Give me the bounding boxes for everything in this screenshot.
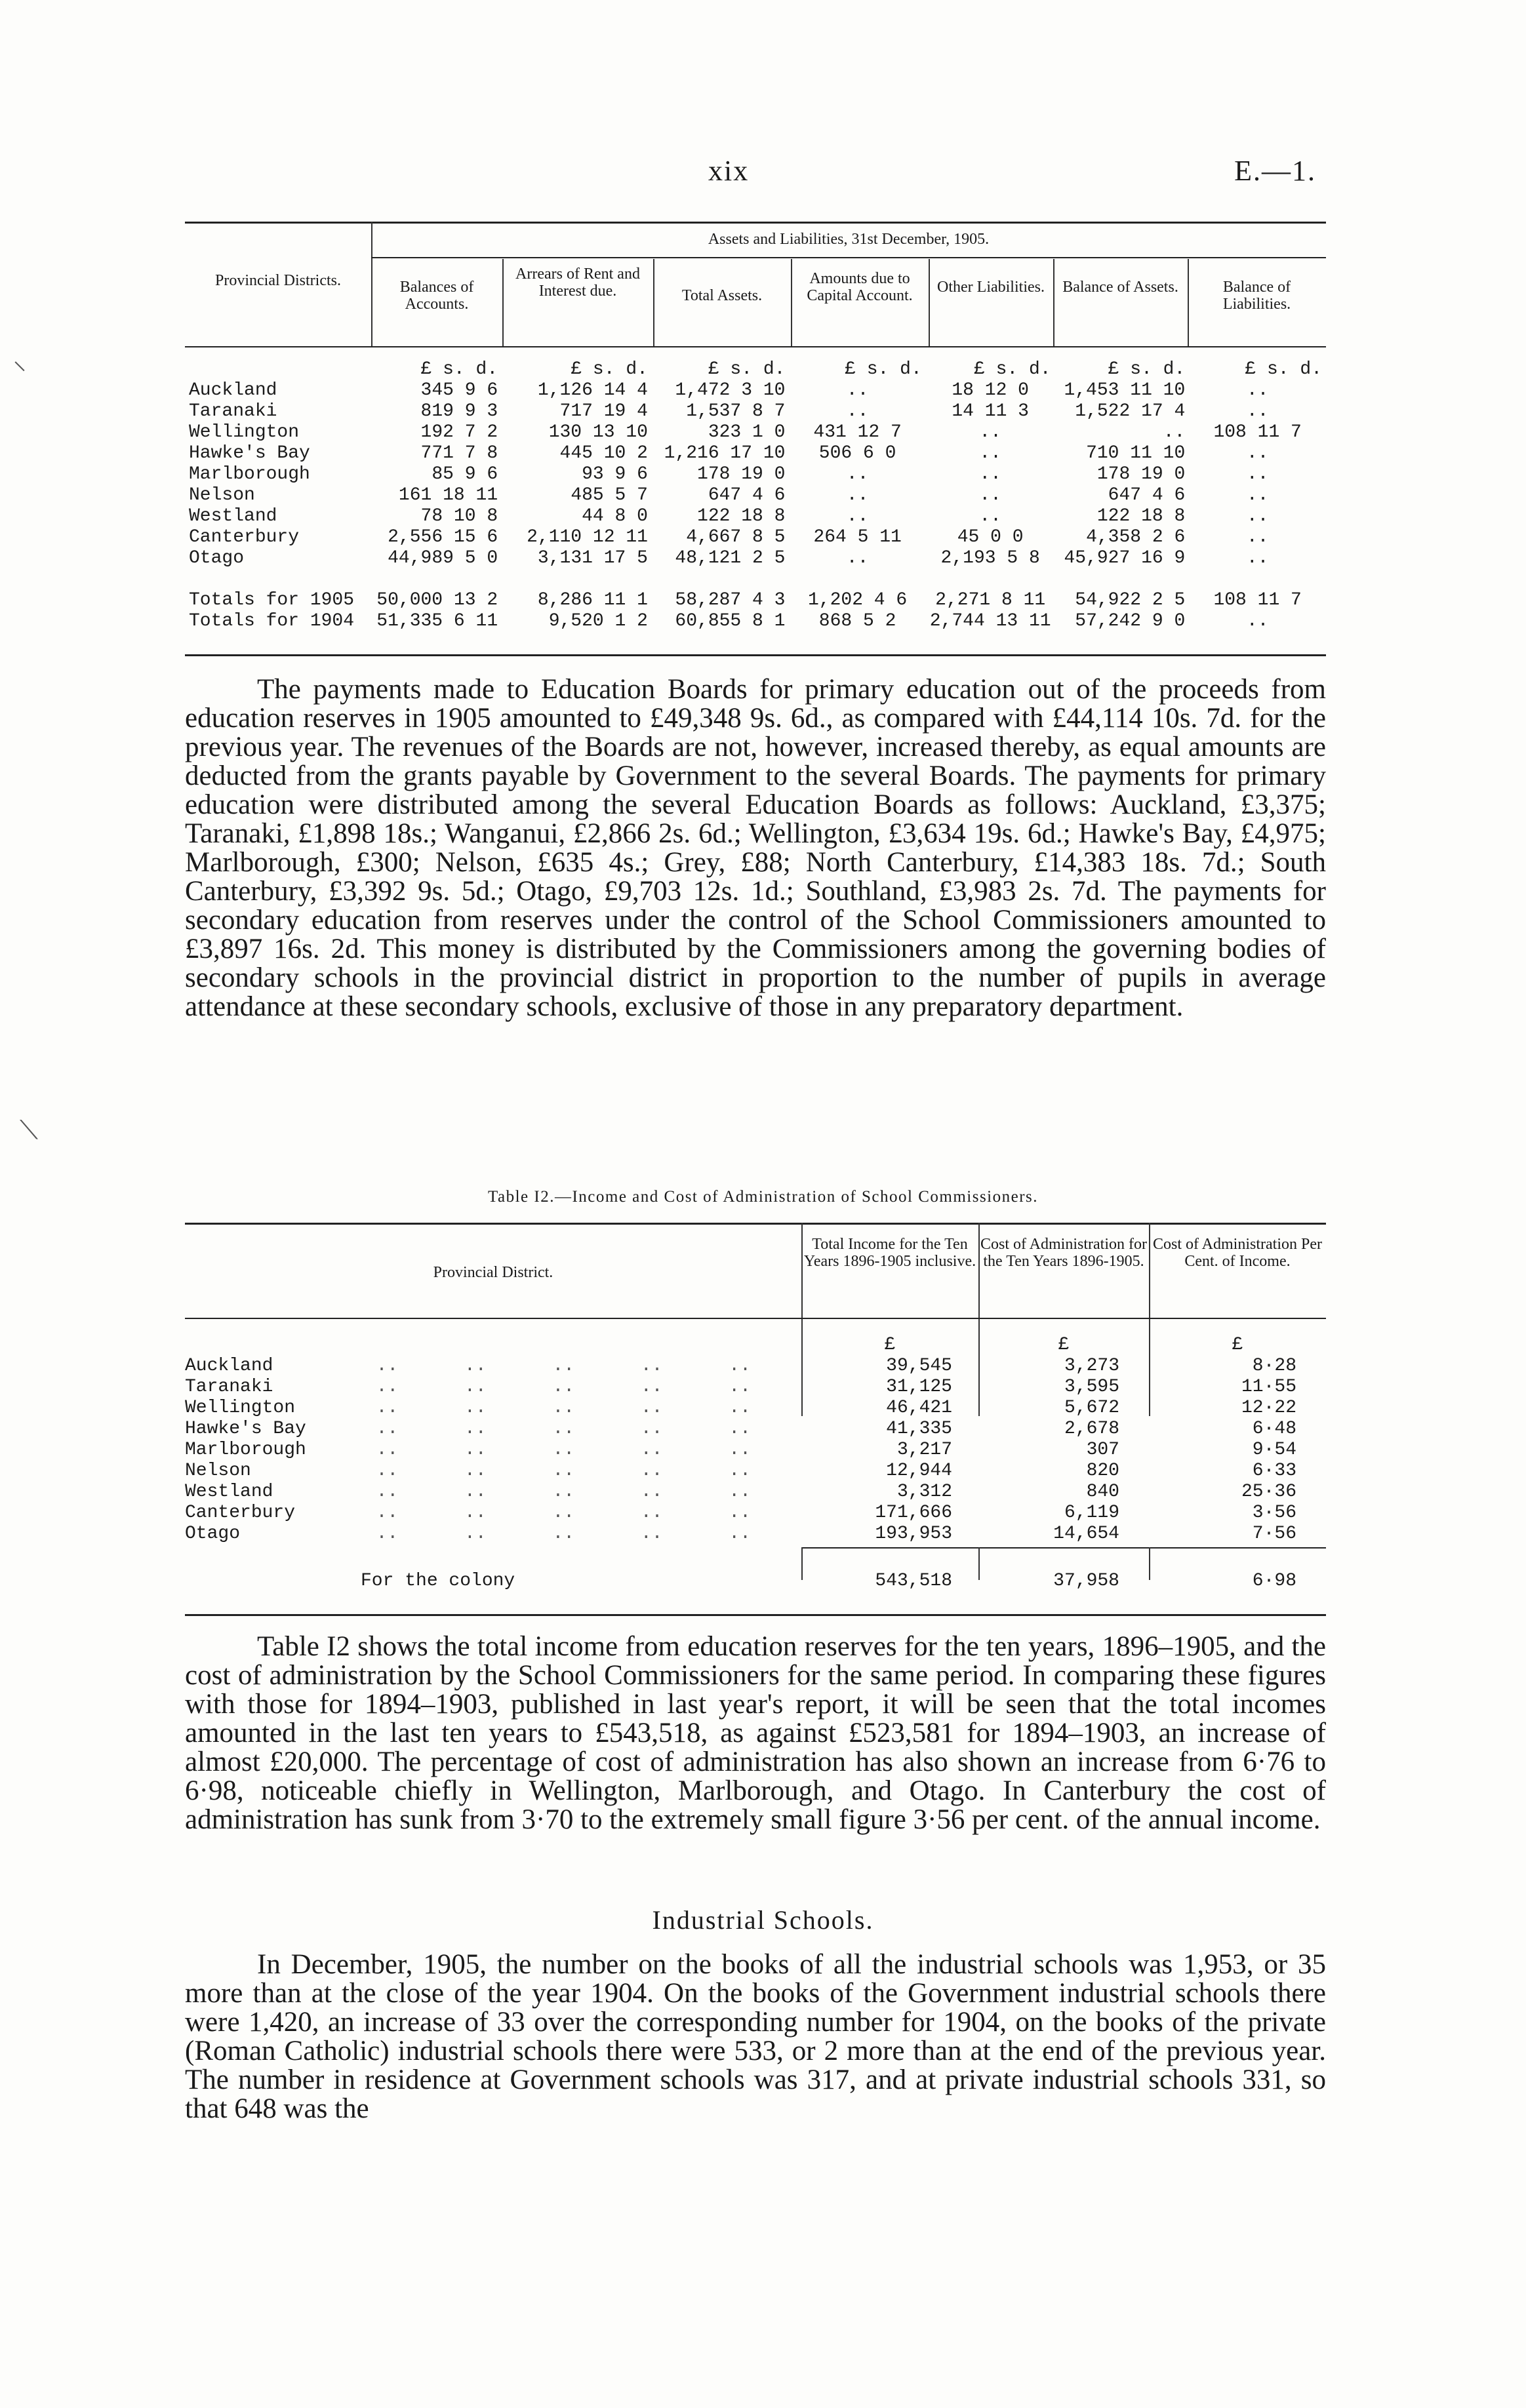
table1-value-cell: 1,472 3 10	[675, 380, 786, 401]
table2-district-cell: Taranaki	[185, 1377, 273, 1397]
table2-percent-cell: 11·55	[1241, 1377, 1296, 1397]
table1-value-cell: 8,286 11 1	[537, 590, 648, 610]
table1-value-cell: ..	[1246, 485, 1269, 505]
table1-district-cell: Taranaki	[189, 401, 277, 422]
paragraph-education-boards	[185, 675, 1326, 1021]
table1-row-hawke-s-bay	[185, 443, 1326, 464]
table1-value-cell: 78 10 8	[420, 506, 498, 526]
table1-value-cell: 445 10 2	[559, 443, 648, 464]
table2-leader-dots: .. .. .. .. ..	[354, 1482, 751, 1502]
table1-value-cell: 50,000 13 2	[376, 590, 498, 610]
table1-row-wellington	[185, 422, 1326, 443]
table2-district-cell: Hawke's Bay	[185, 1419, 306, 1439]
table1-value-cell: 1,537 8 7	[686, 401, 786, 422]
table1-col-balance-liabilities: Balance of Liabilities.	[1222, 279, 1291, 313]
table1-district-cell: Totals for 1905	[189, 590, 355, 610]
table1-value-cell: 1,216 17 10	[664, 443, 786, 464]
table1-value-cell: 48,121 2 5	[675, 548, 786, 568]
table1-value-cell: ..	[979, 443, 1001, 464]
table1-value-cell: 122 18 8	[697, 506, 786, 526]
table1-value-cell: 192 7 2	[420, 422, 498, 443]
table1-value-cell: 710 11 10	[1086, 443, 1186, 464]
table1-district-cell: Canterbury	[189, 527, 300, 547]
paragraph-industrial-schools	[185, 1950, 1326, 2123]
table1-district-cell: Otago	[189, 548, 245, 568]
table1-body	[185, 359, 1326, 632]
table1-col-total-assets: Total Assets.	[681, 287, 763, 304]
table1-row-total-1	[185, 611, 1326, 632]
table1-value-cell: 85 9 6	[432, 464, 498, 484]
table2-percent-cell: 3·56	[1252, 1503, 1296, 1523]
table2-district-cell: Canterbury	[185, 1503, 296, 1523]
table1-value-cell: 345 9 6	[420, 380, 498, 401]
table1-value-cell: 60,855 8 1	[675, 611, 786, 631]
table2-caption: Table I2.—Income and Cost of Administration of School Commissioners.	[487, 1188, 1039, 1206]
table2-unit-percent: £	[1232, 1335, 1243, 1355]
margin-mark: ⸜	[13, 345, 26, 375]
table1-value-cell: ..	[846, 401, 869, 422]
table1-row-canterbury	[185, 527, 1326, 548]
table1-district-cell: Wellington	[189, 422, 300, 443]
table1-unit-cell: £ s. d.	[420, 359, 498, 380]
table1-col-arrears: Arrears of Rent and Interest due.	[515, 266, 640, 300]
table1-value-cell: ..	[979, 506, 1001, 526]
table2-col-cost: Cost of Administration for the Ten Years 1896-1905.	[980, 1236, 1147, 1270]
table2-percent-cell: 12·22	[1241, 1398, 1296, 1418]
table1-value-cell: 647 4 6	[708, 485, 786, 505]
table1-value-cell: ..	[979, 464, 1001, 484]
table1-value-cell: 3,131 17 5	[537, 548, 648, 568]
table2-cost-cell: 6,119	[1064, 1503, 1119, 1523]
table2-income-cell: 193,953	[875, 1524, 952, 1544]
table1-value-cell: ..	[1246, 611, 1269, 631]
table1-value-cell: 264 5 11	[813, 527, 902, 547]
table2-cost-cell: 2,678	[1064, 1419, 1119, 1439]
table1-value-cell: 323 1 0	[708, 422, 786, 443]
paragraph1-text: The payments made to Education Boards for primary education out of the proceeds from education reserves in 1905 amounted to £49,348 9s. 6d., as compared with £44,114 10s. 7d. for the previous year. The revenues of the Boards are not, however, increased thereby, as equal amounts are deducted from the grants payable by Government to the several Boards. The payments for primary education were distributed among the several Education Boards as follows: Auckland, £3,375; Taranaki, £1,898 18s.; Wanganui, £2,866 2s. 6d.; Wellington, £3,634 19s. 6d.; Hawke's Bay, £4,975; Marlborough, £300; Nelson, £635 4s.; Grey, £88; North Canterbury, £14,383 18s. 7d.; South Canterbury, £3,392 9s. 5d.; Otago, £9,703 12s. 1d.; Southland, £3,983 2s. 7d. The payments for secondary education from reserves under the control of the School Commissioners amounted to £3,897 16s. 2d. This money is distributed by the Commissioners among the governing bodies of secondary schools in the provincial district in proportion to the number of pupils in average attendance at these secondary schools, exclusive of those in any preparatory department.	[185, 674, 1326, 1022]
table1-value-cell: ..	[846, 380, 869, 401]
table1-value-cell: 4,358 2 6	[1086, 527, 1186, 547]
table1-value-cell: 647 4 6	[1108, 485, 1186, 505]
table2-col-district: Provincial District.	[433, 1264, 553, 1281]
table2-leader-dots: .. .. .. .. ..	[354, 1398, 751, 1418]
table2-leader-dots: .. .. .. .. ..	[354, 1524, 751, 1544]
table2-income-cell: 171,666	[875, 1503, 952, 1523]
table1-district-cell: Auckland	[189, 380, 277, 401]
table2-cost-cell: 3,273	[1064, 1356, 1119, 1376]
table1-unit-cell: £ s. d.	[1245, 359, 1322, 380]
table2-cost-cell: 840	[1086, 1482, 1119, 1502]
table1-value-cell: ..	[846, 485, 869, 505]
table2-district-cell: Westland	[185, 1482, 273, 1502]
table1-col-balances: Balances of Accounts.	[399, 279, 474, 313]
table1-row-otago	[185, 548, 1326, 569]
paragraph3-text: In December, 1905, the number on the books of all the industrial schools was 1,953, or 35 more than at the close of the year 1904. On the books of the Government industrial schools there were 1,420, an increase of 33 over the corresponding number for 1904, on the books of the private (Roman Catholic) industrial schools there were 533, or 2 more than at the end of the previous year. The number in residence at Government schools was 317, and at private industrial schools 331, so that 648 was the	[185, 1949, 1326, 2124]
table1-value-cell: ..	[1246, 506, 1269, 526]
table2-district-cell: Auckland	[185, 1356, 273, 1376]
table2-district-cell: Otago	[185, 1524, 241, 1544]
table1-value-cell: 51,335 6 11	[376, 611, 498, 631]
table2-cost-cell: 3,595	[1064, 1377, 1119, 1397]
table1-district-cell: Totals for 1904	[189, 611, 355, 631]
table2-cost-cell: 14,654	[1053, 1524, 1119, 1544]
table1-unit-cell: £ s. d.	[1108, 359, 1186, 380]
table1-col-balance-assets: Balance of Assets.	[1062, 279, 1178, 296]
table1-value-cell: 44,989 5 0	[388, 548, 498, 568]
table2-percent-cell: 7·56	[1252, 1524, 1296, 1544]
table1-value-cell: 771 7 8	[420, 443, 498, 464]
table1-value-cell: ..	[846, 506, 869, 526]
table1-value-cell: ..	[1246, 443, 1269, 464]
table1-value-cell: ..	[1246, 548, 1269, 568]
table1-value-cell: ..	[1246, 401, 1269, 422]
table1-value-cell: 2,193 5 8	[940, 548, 1040, 568]
table1-district-cell: Hawke's Bay	[189, 443, 310, 464]
table1-value-cell: 14 11 3	[952, 401, 1029, 422]
margin-mark: ⟍	[20, 1115, 38, 1145]
table2-total-percent: 6·98	[1252, 1571, 1296, 1591]
table1-value-cell: ..	[979, 422, 1001, 443]
table2-leader-dots: .. .. .. .. ..	[354, 1461, 751, 1481]
table2-percent-cell: 9·54	[1252, 1440, 1296, 1460]
table2-income-cell: 3,312	[896, 1482, 952, 1502]
table1-row-total-0	[185, 590, 1326, 611]
table1-spacer	[185, 569, 1326, 590]
table2-percent-cell: 6·33	[1252, 1461, 1296, 1481]
table2-leader-dots: .. .. .. .. ..	[354, 1356, 751, 1376]
table1-value-cell: ..	[1246, 464, 1269, 484]
table1-row-nelson	[185, 485, 1326, 506]
table1-unit-cell: £ s. d.	[708, 359, 786, 380]
table2-cost-cell: 5,672	[1064, 1398, 1119, 1418]
table1-value-cell: 2,271 8 11	[935, 590, 1046, 610]
table1-district-cell: Westland	[189, 506, 277, 526]
table1-value-cell: 485 5 7	[571, 485, 648, 505]
table2-percent-cell: 25·36	[1241, 1482, 1296, 1502]
table2-cost-cell: 307	[1086, 1440, 1119, 1460]
table1-value-cell: 868 5 2	[818, 611, 896, 631]
table1-value-cell: 130 13 10	[548, 422, 648, 443]
table1-value-cell: 45,927 16 9	[1064, 548, 1186, 568]
table1-value-cell: ..	[979, 485, 1001, 505]
table2-total-label: For the colony	[361, 1571, 515, 1591]
table2-unit-income: £	[884, 1335, 896, 1355]
table1-value-cell: 18 12 0	[952, 380, 1029, 401]
table1-row-auckland	[185, 380, 1326, 401]
table1-units-row	[185, 359, 1326, 380]
table2-cost-cell: 820	[1086, 1461, 1119, 1481]
table1-value-cell: 93 9 6	[582, 464, 648, 484]
table2-col-income: Total Income for the Ten Years 1896-1905 inclusive.	[803, 1236, 976, 1270]
table2-income-cell: 31,125	[886, 1377, 952, 1397]
table2-income-cell: 3,217	[896, 1440, 952, 1460]
table2-leader-dots: .. .. .. .. ..	[354, 1503, 751, 1523]
table1-value-cell: 1,453 11 10	[1064, 380, 1186, 401]
table1-value-cell: 2,744 13 11	[929, 611, 1051, 631]
table1-value-cell: 2,110 12 11	[527, 527, 648, 547]
table2-district-cell: Nelson	[185, 1461, 251, 1481]
table2-unit-cost: £	[1058, 1335, 1070, 1355]
table1-district-cell: Marlborough	[189, 464, 310, 484]
table1-group-header: Assets and Liabilities, 31st December, 1905.	[708, 231, 990, 248]
table1-unit-cell: £ s. d.	[973, 359, 1051, 380]
table1-value-cell: 717 19 4	[559, 401, 648, 422]
table1-value-cell: ..	[846, 548, 869, 568]
table1-value-cell: ..	[846, 464, 869, 484]
table1-value-cell: ..	[1246, 380, 1269, 401]
table1-value-cell: 161 18 11	[398, 485, 498, 505]
table2-leader-dots: .. .. .. .. ..	[354, 1419, 751, 1439]
table2-income-cell: 41,335	[886, 1419, 952, 1439]
table1-value-cell: 506 6 0	[818, 443, 896, 464]
table2-percent-cell: 6·48	[1252, 1419, 1296, 1439]
page-number: xix	[708, 155, 750, 187]
table1-row-westland	[185, 506, 1326, 527]
table1-value-cell: 819 9 3	[420, 401, 498, 422]
table1-value-cell: 108 11 7	[1213, 422, 1302, 443]
table1-value-cell: 58,287 4 3	[675, 590, 786, 610]
table2-district-cell: Marlborough	[185, 1440, 306, 1460]
table1-value-cell: ..	[1246, 527, 1269, 547]
table1-value-cell: 4,667 8 5	[686, 527, 786, 547]
table1-row-marlborough	[185, 464, 1326, 485]
table1-value-cell: 2,556 15 6	[388, 527, 498, 547]
table2-district-cell: Wellington	[185, 1398, 296, 1418]
table1-district-cell: Nelson	[189, 485, 255, 505]
table1-value-cell: ..	[1163, 422, 1186, 443]
table1-value-cell: 1,522 17 4	[1075, 401, 1186, 422]
table1-col-district: Provincial Districts.	[215, 272, 341, 289]
table2-income-cell: 39,545	[886, 1356, 952, 1376]
table1-row-taranaki	[185, 401, 1326, 422]
table1-value-cell: 57,242 9 0	[1075, 611, 1186, 631]
table2-income-cell: 12,944	[886, 1461, 952, 1481]
table2-col-percent: Cost of Administration Per Cent. of Income.	[1153, 1236, 1322, 1270]
paragraph-ten-year-income	[185, 1632, 1326, 1834]
table1-value-cell: 178 19 0	[1096, 464, 1186, 484]
table2-leader-dots: .. .. .. .. ..	[354, 1440, 751, 1460]
table1-value-cell: 45 0 0	[957, 527, 1024, 547]
table1-col-other: Other Liabilities.	[937, 279, 1045, 296]
table1-value-cell: 178 19 0	[697, 464, 786, 484]
table1-value-cell: 122 18 8	[1096, 506, 1186, 526]
table1-value-cell: 44 8 0	[582, 506, 648, 526]
table1-unit-cell: £ s. d.	[571, 359, 648, 380]
table1-col-capital: Amounts due to Capital Account.	[807, 270, 913, 304]
table2-income-cell: 46,421	[886, 1398, 952, 1418]
table1-value-cell: 108 11 7	[1213, 590, 1302, 610]
table2-total-income: 543,518	[875, 1571, 952, 1591]
table1-value-cell: 431 12 7	[813, 422, 902, 443]
section-heading: Industrial Schools.	[652, 1905, 874, 1935]
table1-value-cell: 1,126 14 4	[537, 380, 648, 401]
paragraph2-text: Table I2 shows the total income from education reserves for the ten years, 1896–1905, and the cost of administration by the School Commissioners for the same period. In comparing these figures with those for 1894–1903, published in last year's report, it will be seen that the total incomes amounted in the last ten years to £543,518, as against £523,581 for 1894–1903, an increase of almost £20,000. The percentage of cost of administration has also shown an increase from 6·76 to 6·98, noticeable chiefly in Wellington, Marlborough, and Otago. In Canterbury the cost of administration has sunk from 3·70 to the extremely small figure 3·56 per cent. of the annual income.	[185, 1631, 1326, 1835]
table1-value-cell: 1,202 4 6	[807, 590, 908, 610]
table2-percent-cell: 8·28	[1252, 1356, 1296, 1376]
table1-value-cell: 9,520 1 2	[548, 611, 648, 631]
table2-leader-dots: .. .. .. .. ..	[354, 1377, 751, 1397]
table2-total-cost: 37,958	[1053, 1571, 1119, 1591]
table1-unit-cell: £ s. d.	[845, 359, 922, 380]
table1-value-cell: 54,922 2 5	[1075, 590, 1186, 610]
document-reference: E.—1.	[1234, 155, 1316, 187]
